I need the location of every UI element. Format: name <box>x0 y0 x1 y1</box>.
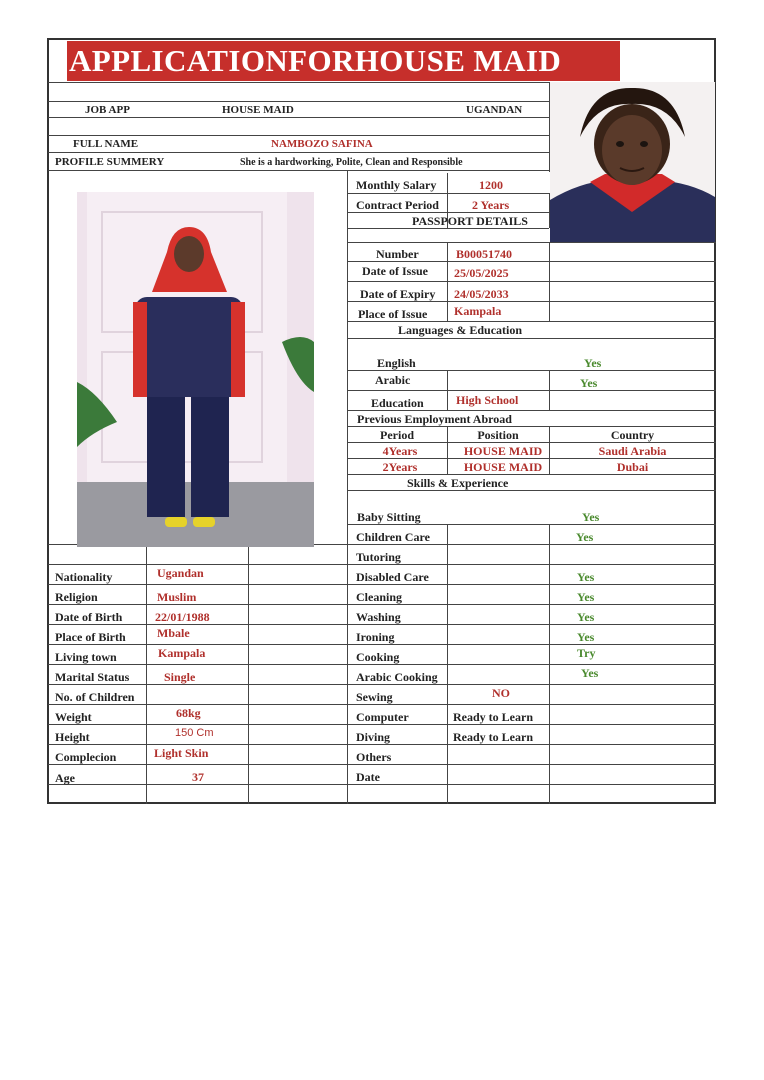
english-label: English <box>377 356 416 370</box>
headshot-photo <box>550 82 715 242</box>
arabic-value: Yes <box>580 376 598 390</box>
passport-details-heading: PASSPORT DETAILS <box>412 214 528 228</box>
personal-label: Living town <box>55 650 117 664</box>
employment-row-period: 4Years <box>382 444 418 458</box>
employment-row-country: Dubai <box>616 460 649 474</box>
skill-label: Sewing <box>356 690 393 704</box>
employment-heading: Previous Employment Abroad <box>357 412 512 426</box>
date-of-issue-label: Date of Issue <box>362 264 428 278</box>
full-name-value: NAMBOZO SAFINA <box>271 138 373 150</box>
personal-value: 22/01/1988 <box>155 610 210 624</box>
personal-value: Ugandan <box>157 566 204 580</box>
passport-number-value: B00051740 <box>456 247 513 261</box>
profile-summary: She is a hardworking, Polite, Clean and Responsible <box>240 157 463 168</box>
skill-label: Disabled Care <box>356 570 429 584</box>
header-nationality: UGANDAN <box>466 104 523 116</box>
personal-label: No. of Children <box>55 690 135 704</box>
place-of-issue-value: Kampala <box>454 304 502 318</box>
employment-header-country: Country <box>610 428 655 442</box>
personal-value: Single <box>164 670 196 684</box>
employment-header-period: Period <box>380 428 414 442</box>
skill-label: Others <box>356 750 392 764</box>
skill-value: Ready to Learn <box>453 730 533 744</box>
personal-value: 68kg <box>176 706 201 720</box>
passport-number-label: Number <box>376 247 419 261</box>
full-name-label: FULL NAME <box>73 138 139 150</box>
languages-heading: Languages & Education <box>398 323 523 337</box>
skill-label: Date <box>356 770 380 784</box>
monthly-salary-value: 1200 <box>479 178 503 192</box>
skill-value: Try <box>577 646 596 660</box>
skill-value: Yes <box>582 510 600 524</box>
personal-value: Mbale <box>157 626 190 640</box>
date-of-expiry-label: Date of Expiry <box>360 287 436 301</box>
skill-label: Washing <box>356 610 401 624</box>
place-of-issue-label: Place of Issue <box>358 307 428 321</box>
skills-heading: Skills & Experience <box>407 476 509 490</box>
contract-period-value: 2 Years <box>472 198 510 212</box>
employment-header-position: Position <box>477 428 519 442</box>
personal-label: Date of Birth <box>55 610 123 624</box>
personal-value: 37 <box>192 770 204 784</box>
date-of-issue-value: 25/05/2025 <box>454 266 509 280</box>
personal-value: Muslim <box>157 590 197 604</box>
skill-value: Yes <box>577 610 595 624</box>
personal-label: Weight <box>55 710 92 724</box>
date-of-expiry-value: 24/05/2033 <box>454 287 509 301</box>
employment-row-position: HOUSE MAID <box>463 444 543 458</box>
contract-period-label: Contract Period <box>356 198 439 212</box>
personal-label: Place of Birth <box>55 630 126 644</box>
personal-label: Nationality <box>55 570 113 584</box>
skill-label: Cooking <box>356 650 400 664</box>
personal-label: Complecion <box>55 750 117 764</box>
arabic-label: Arabic <box>375 373 411 387</box>
employment-row-position: HOUSE MAID <box>463 460 543 474</box>
skill-value: Ready to Learn <box>453 710 533 724</box>
skill-label: Tutoring <box>356 550 401 564</box>
profile-label: PROFILE SUMMERY <box>55 156 165 168</box>
page-title: APPLICATIONFORHOUSE MAID <box>69 43 562 78</box>
personal-label: Age <box>55 771 75 785</box>
job-position: HOUSE MAID <box>222 104 294 116</box>
job-app-label: JOB APP <box>85 104 130 116</box>
monthly-salary-label: Monthly Salary <box>356 178 437 192</box>
skill-label: Cleaning <box>356 590 403 604</box>
skill-label: Computer <box>356 710 409 724</box>
skill-value: Yes <box>576 530 594 544</box>
education-label: Education <box>371 396 424 410</box>
full-body-photo <box>77 192 314 547</box>
skill-value: Yes <box>577 570 595 584</box>
skill-value: NO <box>492 686 510 700</box>
personal-label: Marital Status <box>55 670 130 684</box>
skill-label: Arabic Cooking <box>356 670 438 684</box>
skill-label: Children Care <box>356 530 430 544</box>
personal-value: Light Skin <box>154 746 209 760</box>
employment-row-period: 2Years <box>382 460 418 474</box>
english-value: Yes <box>584 356 602 370</box>
skill-value: Yes <box>577 590 595 604</box>
skill-label: Diving <box>356 730 391 744</box>
skill-value: Yes <box>577 630 595 644</box>
personal-value: 150 Cm <box>175 727 214 739</box>
education-value: High School <box>456 393 519 407</box>
skill-label: Baby Sitting <box>357 510 421 524</box>
personal-label: Height <box>55 730 90 744</box>
skill-value: Yes <box>581 666 599 680</box>
employment-row-country: Saudi Arabia <box>598 444 667 458</box>
personal-label: Religion <box>55 590 98 604</box>
skill-label: Ironing <box>356 630 395 644</box>
personal-value: Kampala <box>158 646 206 660</box>
